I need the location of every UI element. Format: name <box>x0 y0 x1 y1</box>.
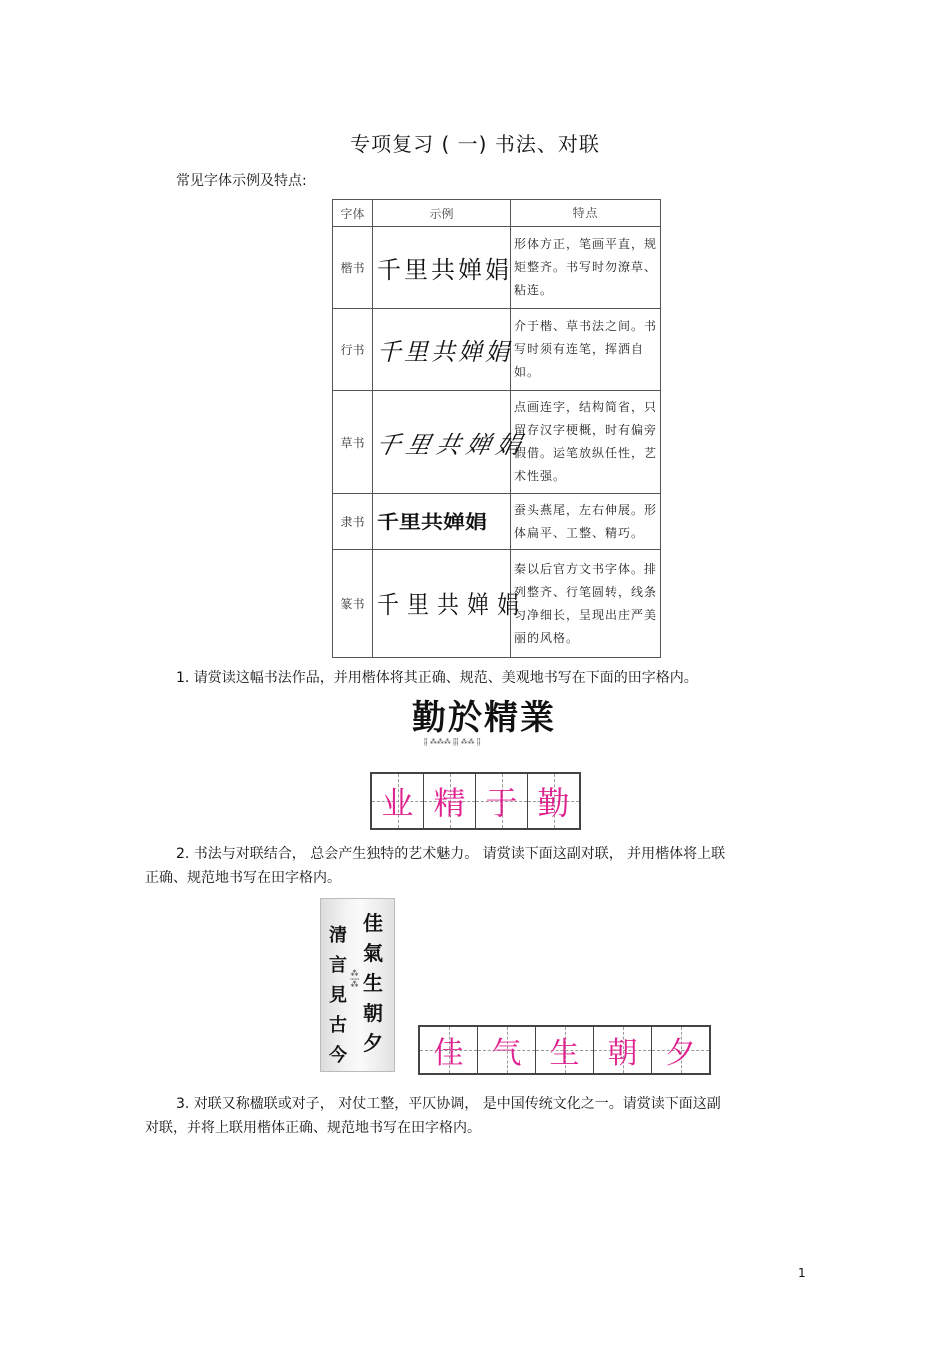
grid-cell: 业 <box>372 774 424 828</box>
font-sample-cell <box>373 391 530 494</box>
calligraphy-artwork <box>412 698 570 760</box>
font-name: 楷书 <box>333 227 373 309</box>
page-title: 专项复习 ( 一) 书法、对联 <box>350 132 600 156</box>
font-name: 篆书 <box>333 550 373 658</box>
grid-cell: 于 <box>476 774 528 828</box>
font-name: 草书 <box>333 391 373 494</box>
font-sample: 千里共婵娟 <box>377 512 488 534</box>
table-row <box>333 227 661 309</box>
grid-cell: 朝 <box>594 1027 652 1073</box>
font-name: 隶书 <box>333 494 373 550</box>
question-2-line1: 2. 书法与对联结合， 总会产生独特的艺术魅力。 请赏读下面这副对联， 并用楷体将上联 <box>176 846 726 862</box>
table-row <box>333 550 661 658</box>
couplet-upper: 佳 氣 生 朝 夕 <box>363 911 383 1055</box>
header-sample: 示例 <box>373 200 511 227</box>
grid-cell: 生 <box>536 1027 594 1073</box>
font-sample: 千里共婵娟 <box>377 256 512 284</box>
tianzige-grid-2 <box>418 1025 711 1075</box>
couplet-scroll-image <box>320 898 395 1072</box>
calligraphy-main-text: 勤於精業 <box>412 698 556 738</box>
font-feature: 点画连字，结构简省，只留存汉字梗概，时有偏旁假借。运笔放纵任性，艺术性强。 <box>511 391 661 494</box>
grid-cell: 佳 <box>420 1027 478 1073</box>
question-3-line2: 对联，并将上联用楷体正确、规范地书写在田字格内。 <box>145 1120 481 1136</box>
grid-cell: 勤 <box>528 774 579 828</box>
couplet-lower: 清 言 見 古 今 <box>329 925 347 1066</box>
font-sample-cell <box>373 494 511 550</box>
font-sample: 千里共婵娟 <box>377 338 512 366</box>
question-2-line2: 正确、规范地书写在田字格内。 <box>145 870 341 886</box>
question-3-line1: 3. 对联又称楹联或对子， 对仗工整，平仄协调， 是中国传统文化之一。请赏读下面这副 <box>176 1096 721 1112</box>
table-header-row <box>333 200 661 227</box>
table-row <box>333 391 661 494</box>
intro-text: 常见字体示例及特点: <box>176 173 307 189</box>
question-1: 1. 请赏读这幅书法作品，并用楷体将其正确、规范、美观地书写在下面的田字格内。 <box>176 670 698 686</box>
header-feature: 特点 <box>511 200 661 227</box>
header-font: 字体 <box>333 200 373 227</box>
tianzige-grid-1 <box>370 772 581 830</box>
font-feature: 蚕头燕尾，左右伸展。形体扁平、工整、精巧。 <box>511 494 661 550</box>
couplet-signature: ⁂⸽⁂ <box>350 969 359 990</box>
grid-cell: 气 <box>478 1027 536 1073</box>
font-sample: 千里共婵娟 <box>373 430 530 459</box>
grid-cell: 夕 <box>652 1027 709 1073</box>
table-row <box>333 309 661 391</box>
table-row <box>333 494 661 550</box>
font-table <box>332 199 661 658</box>
font-feature: 形体方正，笔画平直，规矩整齐。书写时勿潦草、粘连。 <box>511 227 661 309</box>
calligraphy-inscription: ⸽⸽ ⁂⁂⁂ ⸽⸽⸽ ⁂⁂ ⸽⸽ <box>424 738 481 746</box>
font-sample: 千里共婵娟 <box>377 591 528 620</box>
font-feature: 秦以后官方文书字体。排列整齐、行笔圆转，线条匀净细长，呈现出庄严美丽的风格。 <box>511 550 661 658</box>
font-name: 行书 <box>333 309 373 391</box>
font-sample-cell <box>373 550 528 658</box>
page-number: 1 <box>798 1266 806 1280</box>
font-sample-cell <box>373 227 511 309</box>
font-feature: 介于楷、草书法之间。书写时须有连笔，挥洒自如。 <box>511 309 661 391</box>
font-sample-cell <box>373 309 511 391</box>
grid-cell: 精 <box>424 774 476 828</box>
